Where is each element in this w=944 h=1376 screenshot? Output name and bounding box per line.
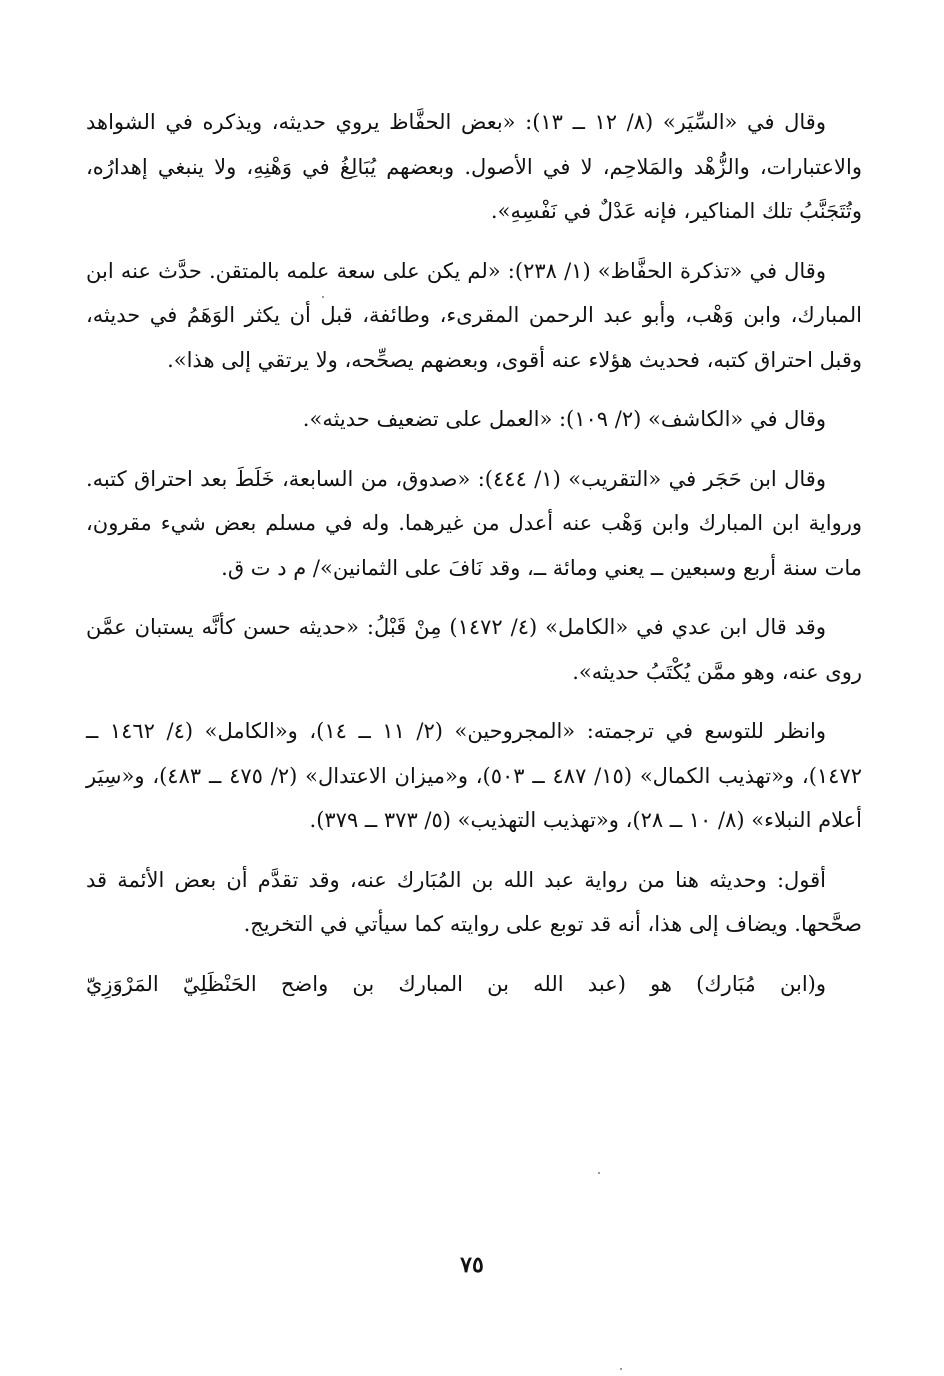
scan-speck [322,296,324,298]
page-body [86,100,862,1350]
paragraph-ibn-mubarak: و(ابن مُبَارك) هو (عبد الله بن المبارك بن واضح الحَنْظَلِيّ المَرْوَزِيّ [86,971,826,996]
paragraph-author-comment: أقول: وحديثه هنا من رواية عبد الله بن المُبَارك عنه، وقد تقدَّم أن بعض الأئمة قد صحَّحها. ويضاف إلى هذا، أنه قد توبع على روايته كما سيأتي في التخريج. [86,867,862,936]
paragraph-references: وانظر للتوسع في ترجمته: «المجروحين» (٢/ ١١ ــ ١٤)، و«الكامل» (٤/ ١٤٦٢ ــ ١٤٧٢)، و«تهذيب الكمال» (١٥/ ٤٨٧ ــ ٥٠٣)، و«ميزان الاعتدال» (٢/ ٤٧٥ ــ ٤٨٣)، و«سِيَر أعلام النبلاء» (٨/ ١٠ ــ ٢٨)، و«تهذيب التهذيب» (٥/ ٣٧٣ ــ ٣٧٩). [86,719,863,832]
paragraph-tadhkira-quote: وقال في «تذكرة الحفَّاظ» (١/ ٢٣٨): «لم يكن على سعة علمه بالمتقن. حدَّث عنه ابن المبارك، وابن وَهْب، وأبو عبد الرحمن المقرىء، وطائفة، قبل أن يكثر الوَهَمُ في حديثه، وقبل احتراق كتبه، فحديث هؤلاء عنه أقوى، وبعضهم يصحِّحه، ولا يرتقي إلى هذا». [86,258,862,372]
page-number: ٧٥ [460,1252,484,1278]
paragraph-taqrib-quote: وقال ابن حَجَر في «التقريب» (١/ ٤٤٤): «صدوق، من السابعة، خَلَطَ بعد احتراق كتبه. ورواية ابن المبارك وابن وَهْب عنه أعدل من غيرهما. وله في مسلم بعض شيء مقرون، مات سنة أربع وسبعين ــ يعني ومائة ــ، وقد نَافَ على الثمانين»/ م د ت ق. [86,466,862,580]
paragraph-kashif-quote: وقال في «الكاشف» (٢/ ١٠٩): «العمل على تضعيف حديثه». [302,407,826,431]
scan-speck [598,1172,600,1174]
paragraph-kamil-quote: وقد قال ابن عدي في «الكامل» (٤/ ١٤٧٢) مِنْ قَبْلُ: «حديثه حسن كأنَّه يستبان عمَّن روى عنه، وهو ممَّن يُكْتَبُ حديثه». [86,615,862,684]
scan-speck [620,1368,622,1370]
paragraph-siyar-quote: وقال في «السِّيَر» (٨/ ١٢ ــ ١٣): «بعض الحفَّاظ يروي حديثه، ويذكره في الشواهد والاعتبارات، والزُّهْد والمَلاحِم، لا في الأصول. وبعضهم يُبَالِغُ في وَهْنِهِ، ولا ينبغي إهدارُه، وتُتَجَنَّبُ تلك المناكير، فإنه عَدْلٌ في نَفْسِهِ». [86,110,862,223]
